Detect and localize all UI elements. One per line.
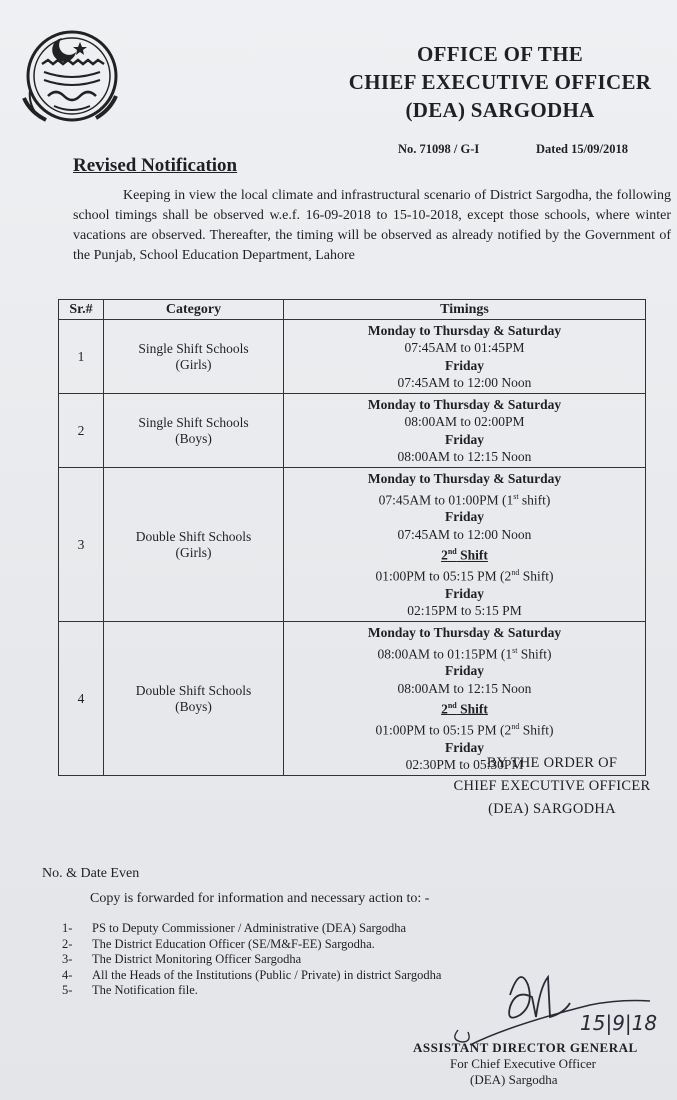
timing-value: 01:00PM to 05:15 PM (2nd Shift) xyxy=(375,721,554,738)
header-line-1: OFFICE OF THE xyxy=(416,42,584,66)
reference-number: No. 71098 / G-I xyxy=(398,142,480,156)
no-date-even: No. & Date Even xyxy=(42,866,140,881)
punjab-emblem-logo xyxy=(14,18,126,128)
by-order-block xyxy=(437,752,667,821)
row-category xyxy=(104,468,284,622)
timing-value: 07:45AM to 12:00 Noon xyxy=(397,526,532,542)
timing-friday: Friday xyxy=(445,585,484,601)
category-gender: (Boys) xyxy=(175,698,212,714)
signatory-for-line: For Chief Executive Officer xyxy=(450,1056,596,1071)
order-line-2: CHIEF EXECUTIVE OFFICER xyxy=(453,778,651,794)
row-sr: 2 xyxy=(59,394,104,468)
header-line-2: CHIEF EXECUTIVE OFFICER xyxy=(348,70,652,94)
timing-value: 02:30PM to 05:30PM xyxy=(405,756,524,772)
category-gender: (Boys) xyxy=(175,430,212,446)
category-name: Double Shift Schools xyxy=(135,528,252,544)
timing-value: 08:00AM to 01:15PM (1st Shift) xyxy=(377,645,552,662)
header-sr: Sr.# xyxy=(59,300,104,320)
timing-days: Monday to Thursday & Saturday xyxy=(367,471,562,487)
timing-value: 08:00AM to 12:15 Noon xyxy=(397,680,532,696)
timing-friday: Friday xyxy=(445,739,484,755)
row-category xyxy=(104,622,284,776)
table-header-row xyxy=(59,300,646,320)
signatory-designation: ASSISTANT DIRECTOR GENERAL xyxy=(413,1040,638,1055)
list-item: 1- PS to Deputy Commissioner / Administrative (DEA) Sargodha xyxy=(62,921,406,935)
timing-value: 07:45AM to 12:00 Noon xyxy=(397,374,532,390)
timing-friday: Friday xyxy=(445,431,484,447)
row-timings xyxy=(284,394,646,468)
order-line-3: (DEA) SARGODHA xyxy=(488,801,616,817)
header-timings: Timings xyxy=(284,300,646,320)
category-gender: (Girls) xyxy=(175,544,212,560)
notification-title: Revised Notification xyxy=(73,155,238,176)
signatory-office: (DEA) Sargodha xyxy=(470,1072,558,1087)
timing-days: Monday to Thursday & Saturday xyxy=(367,397,562,413)
timing-value: 01:00PM to 05:15 PM (2nd Shift) xyxy=(375,567,554,584)
timing-value: 08:00AM to 02:00PM xyxy=(404,414,525,430)
list-item: 3- The District Monitoring Officer Sargodha xyxy=(62,952,302,966)
list-item: 5- The Notification file. xyxy=(62,983,198,997)
office-header xyxy=(330,40,670,124)
category-gender: (Girls) xyxy=(175,356,212,372)
timing-value: 07:45AM to 01:00PM (1st shift) xyxy=(378,491,551,508)
table-row xyxy=(59,320,646,394)
timing-days: Monday to Thursday & Saturday xyxy=(367,323,562,338)
second-shift-heading: 2nd Shift xyxy=(441,547,488,563)
row-sr: 1 xyxy=(59,320,104,394)
header-line-3: (DEA) SARGODHA xyxy=(405,98,595,122)
row-timings xyxy=(284,320,646,394)
row-sr: 3 xyxy=(59,468,104,622)
row-timings xyxy=(284,468,646,622)
timing-friday: Friday xyxy=(445,663,484,679)
list-item: 4- All the Heads of the Institutions (Public / Private) in district Sargodha xyxy=(62,967,442,982)
copy-recipient-list xyxy=(62,921,441,999)
header-category: Category xyxy=(104,300,284,320)
timing-days: Monday to Thursday & Saturday xyxy=(367,625,562,641)
list-item: 2- The District Education Officer (SE/M&F-EE) Sargodha. xyxy=(62,936,375,951)
timing-value: 02:15PM to 5:15 PM xyxy=(407,602,522,618)
table-row xyxy=(59,394,646,468)
notification-body: Keeping in view the local climate and infrastructural scenario of District Sargodha, the following school timings shall be observed w.e.f. 16-09-2018 to 15-10-2018, except those schools, where winter vacations are observed. Thereafter, the timing will be observed as already notified by the Government of the Punjab, School Education Department, Lahore xyxy=(73,188,671,263)
row-category xyxy=(104,394,284,468)
handwritten-date: 15|9|18 xyxy=(580,1011,658,1035)
timing-friday: Friday xyxy=(445,509,484,525)
reference-date: Dated 15/09/2018 xyxy=(536,142,629,156)
row-sr: 4 xyxy=(59,622,104,776)
timing-value: 08:00AM to 12:15 Noon xyxy=(397,449,532,465)
category-name: Single Shift Schools xyxy=(138,414,249,430)
category-name: Double Shift Schools xyxy=(135,682,252,698)
second-shift-heading: 2nd Shift xyxy=(441,700,488,717)
timing-value: 07:45AM to 01:45PM xyxy=(404,340,525,356)
row-category xyxy=(104,320,284,394)
table-row xyxy=(59,468,646,622)
school-timings-table xyxy=(58,299,646,776)
category-name: Single Shift Schools xyxy=(138,340,249,356)
order-line-1: BY THE ORDER OF xyxy=(486,755,618,771)
copy-forwarded-text: Copy is forwarded for information and necessary action to: - xyxy=(90,891,430,906)
timing-friday: Friday xyxy=(445,357,484,373)
